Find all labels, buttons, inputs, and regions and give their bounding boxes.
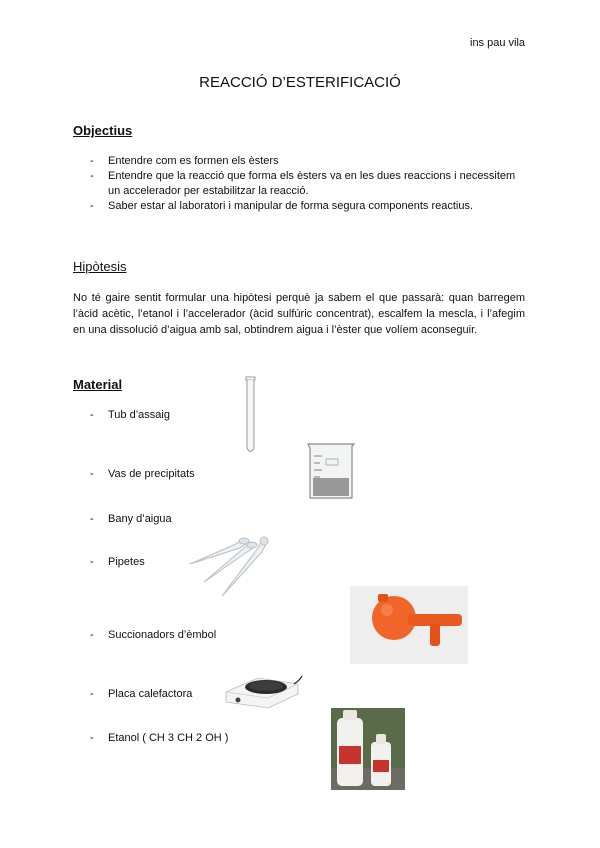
bullet-dash: - — [90, 409, 94, 421]
material-heading: Material — [73, 377, 123, 392]
hipotesis-paragraph: No té gaire sentit formular una hipòtesi perquè ja sabem el que passarà: quan barregem l’àcid acètic, l’etanol i l’accelerador (àcid sulfúric concentrat), escalfem la mescla, i l’afegim en una dissolució d’aigua amb sal, obtindrem aigua i l’èster que volíem aconseguir. — [73, 292, 525, 336]
objectiu-text: Entendre que la reacció que forma els èsters va en les dues reaccions i necessitem un accelerador per estabilitzar la reacció. — [108, 170, 516, 197]
school-name: ins pau vila — [470, 37, 526, 49]
list-item — [90, 468, 195, 480]
bullet-dash: - — [90, 732, 94, 744]
pipettes-image — [186, 532, 276, 600]
bullet-dash: - — [90, 468, 94, 480]
list-item — [90, 169, 530, 199]
bullet-dash: - — [90, 200, 94, 212]
bullet-dash: - — [90, 556, 94, 568]
material-label: Bany d’aigua — [108, 513, 172, 525]
test-tube-image — [240, 376, 260, 456]
pipette-bulb-image — [350, 586, 468, 664]
list-item — [90, 513, 172, 525]
objectiu-text: Entendre com es formen els èsters — [108, 155, 279, 167]
list-item — [90, 154, 530, 169]
list-item — [90, 556, 145, 568]
list-item — [90, 629, 216, 641]
list-item — [90, 688, 192, 700]
list-item — [90, 409, 170, 421]
list-item — [90, 199, 530, 214]
bullet-dash: - — [90, 170, 94, 182]
material-label: Placa calefactora — [108, 688, 193, 700]
objectius-list — [90, 154, 530, 214]
hot-plate-image — [222, 670, 304, 712]
ethanol-bottles-image — [331, 708, 405, 790]
material-label: Succionadors d’èmbol — [108, 629, 217, 641]
hipotesis-heading: Hipòtesis — [73, 259, 127, 274]
bullet-dash: - — [90, 688, 94, 700]
material-label: Tub d’assaig — [108, 409, 170, 421]
material-label: Pipetes — [108, 556, 145, 568]
objectius-heading: Objectius — [73, 123, 133, 138]
bullet-dash: - — [90, 155, 94, 167]
objectiu-text: Saber estar al laboratori i manipular de forma segura components reactius. — [108, 200, 474, 212]
bullet-dash: - — [90, 629, 94, 641]
material-label: Vas de precipitats — [108, 468, 195, 480]
list-item — [90, 732, 228, 744]
document-title: REACCIÓ D’ESTERIFICACIÓ — [199, 74, 401, 91]
material-label: Etanol ( CH 3 CH 2 OH ) — [108, 732, 229, 744]
bullet-dash: - — [90, 513, 94, 525]
beaker-image — [290, 426, 368, 504]
